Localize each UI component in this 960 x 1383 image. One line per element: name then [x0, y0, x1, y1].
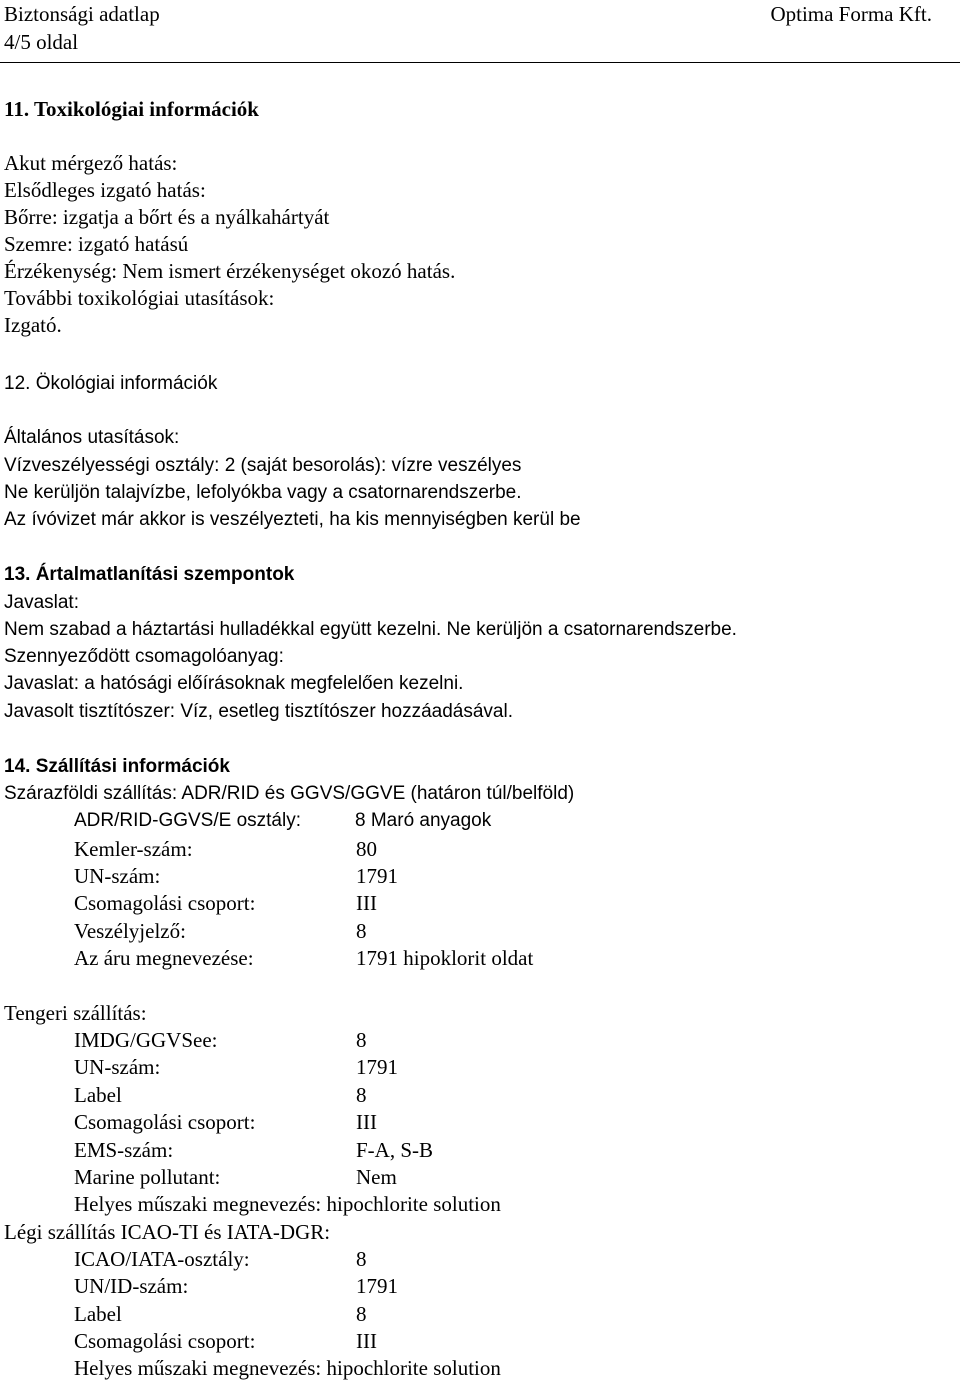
- section-11-title: 11. Toxikológiai információk: [4, 97, 259, 121]
- row-value: 1791: [356, 1274, 398, 1298]
- row-value: III: [356, 1329, 377, 1353]
- sec13-line: Szennyeződött csomagolóanyag:: [4, 646, 284, 667]
- row-label: Marine pollutant:: [74, 1165, 221, 1189]
- sea-transport-heading: Tengeri szállítás:: [4, 1001, 147, 1025]
- section-14-title: 14. Szállítási információk: [4, 756, 230, 777]
- row-label: Kemler-szám:: [74, 837, 193, 861]
- row-label: UN-szám:: [74, 1055, 161, 1079]
- row-label: UN/ID-szám:: [74, 1274, 189, 1298]
- sec11-line: Akut mérgező hatás:: [4, 151, 178, 175]
- page-header-left: [4, 0, 160, 56]
- sec11-line: Izgató.: [4, 313, 62, 337]
- row-label: ICAO/IATA-osztály:: [74, 1247, 250, 1271]
- row-value: Nem: [356, 1165, 397, 1189]
- section-13-title: 13. Ártalmatlanítási szempontok: [4, 564, 295, 585]
- section-12-title: 12. Ökológiai információk: [4, 373, 218, 394]
- row-value: 8 Maró anyagok: [355, 810, 492, 831]
- sec12-line: Vízveszélyességi osztály: 2 (saját besorolás): vízre veszélyes: [4, 455, 522, 476]
- sec11-line: Bőrre: izgatja a bőrt és a nyálkahártyát: [4, 205, 330, 229]
- row-value: 1791 hipoklorit oldat: [356, 946, 534, 970]
- sec13-line: Javaslat: a hatósági előírásoknak megfelelően kezelni.: [4, 673, 464, 694]
- air-proper-shipping-name: Helyes műszaki megnevezés: hipochlorite solution: [74, 1356, 501, 1380]
- row-label: Csomagolási csoport:: [74, 1110, 256, 1134]
- sec13-line: Javaslat:: [4, 592, 79, 613]
- page-number: 4/5 oldal: [4, 30, 79, 54]
- row-label: UN-szám:: [74, 864, 161, 888]
- row-label: IMDG/GGVSee:: [74, 1028, 218, 1052]
- land-transport-heading: Szárazföldi szállítás: ADR/RID és GGVS/GGVE (határon túl/belföld): [4, 783, 575, 804]
- row-label: Csomagolási csoport:: [74, 891, 256, 915]
- row-label: Csomagolási csoport:: [74, 1329, 256, 1353]
- row-value: 1791: [356, 864, 398, 888]
- header-divider: [0, 62, 960, 63]
- row-value: 1791: [356, 1055, 398, 1079]
- row-value: III: [356, 1110, 377, 1134]
- row-label: ADR/RID-GGVS/E osztály:: [74, 810, 301, 831]
- air-transport-heading: Légi szállítás ICAO-TI és IATA-DGR:: [4, 1220, 331, 1244]
- row-value: 80: [356, 837, 377, 861]
- sec11-line: Elsődleges izgató hatás:: [4, 178, 206, 202]
- row-label: EMS-szám:: [74, 1138, 174, 1162]
- sea-proper-shipping-name: Helyes műszaki megnevezés: hipochlorite solution: [74, 1192, 501, 1216]
- document-title: Biztonsági adatlap: [4, 2, 160, 26]
- sec12-line: Ne kerüljön talajvízbe, lefolyókba vagy a csatornarendszerbe.: [4, 482, 522, 503]
- row-value: 8: [356, 919, 367, 943]
- row-value: F-A, S-B: [356, 1138, 434, 1162]
- sec11-line: Szemre: izgató hatású: [4, 232, 189, 256]
- row-label: Label: [74, 1083, 122, 1107]
- sec11-line: Érzékenység: Nem ismert érzékenységet okozó hatás.: [4, 259, 456, 283]
- company-name: Optima Forma Kft.: [770, 2, 932, 26]
- sec12-line: Az ívóvizet már akkor is veszélyezteti, ha kis mennyiségben kerül be: [4, 509, 581, 530]
- row-label: Label: [74, 1302, 122, 1326]
- row-value: 8: [356, 1083, 367, 1107]
- sec13-line: Javasolt tisztítószer: Víz, esetleg tisztítószer hozzáadásával.: [4, 701, 514, 722]
- sec13-line: Nem szabad a háztartási hulladékkal együtt kezelni. Ne kerüljön a csatornarendszerbe.: [4, 619, 737, 640]
- sec11-line: További toxikológiai utasítások:: [4, 286, 275, 310]
- sec12-line: Általános utasítások:: [4, 427, 180, 448]
- row-value: 8: [356, 1028, 367, 1052]
- row-value: 8: [356, 1302, 367, 1326]
- row-value: 8: [356, 1247, 367, 1271]
- row-value: III: [356, 891, 377, 915]
- row-label: Az áru megnevezése:: [74, 946, 254, 970]
- row-label: Veszélyjelző:: [74, 919, 186, 943]
